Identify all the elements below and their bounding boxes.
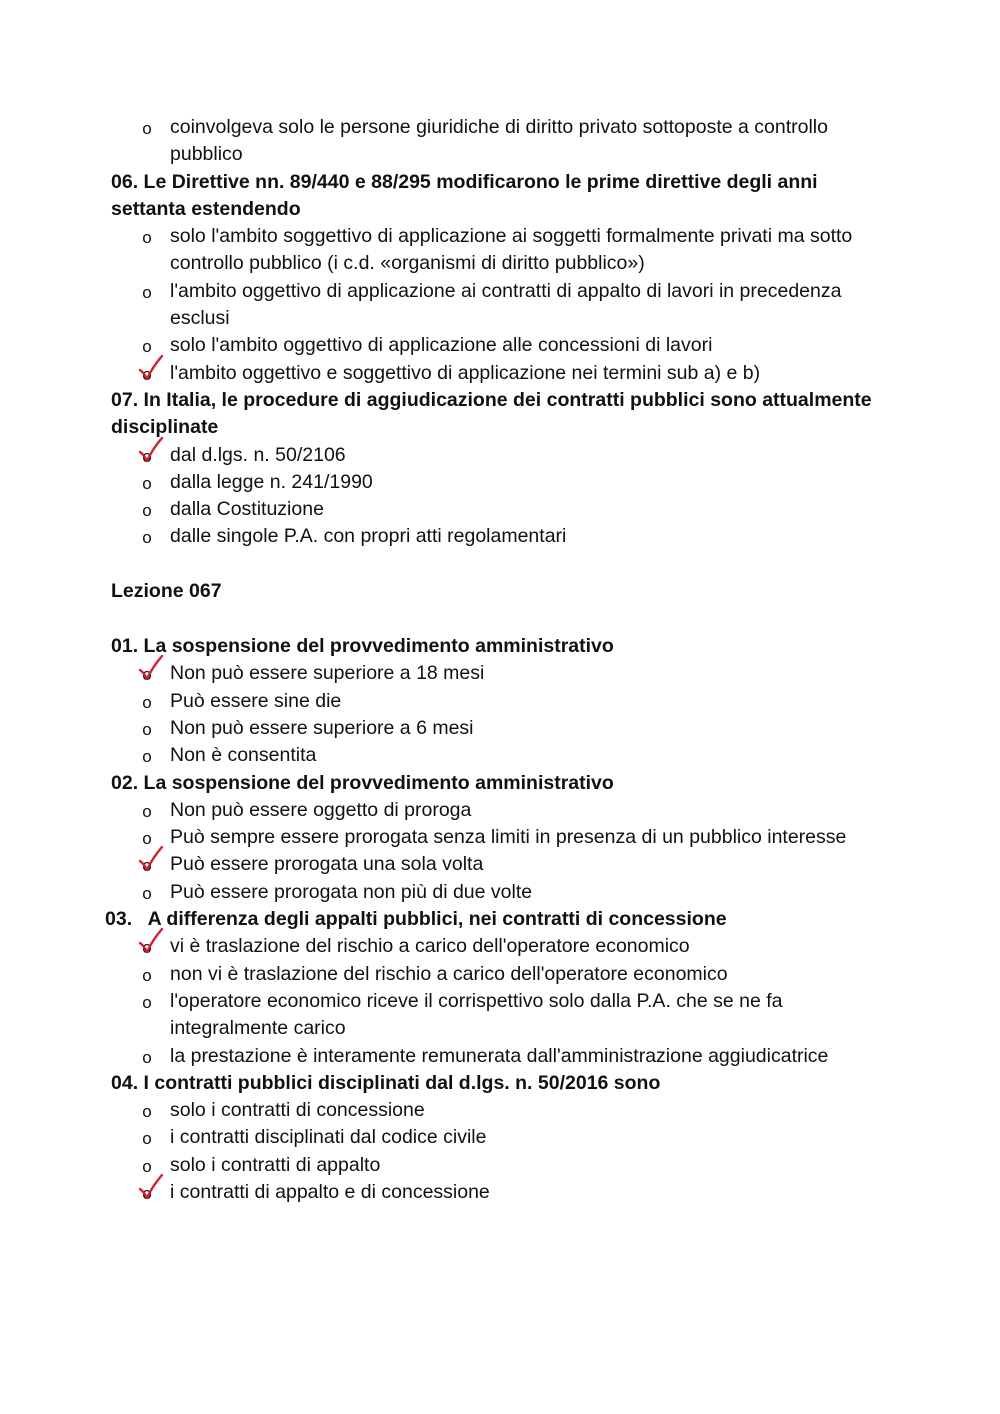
option-item[interactable] — [0, 496, 1000, 523]
option-item-correct[interactable] — [0, 851, 1000, 878]
checkmark-icon — [137, 354, 165, 384]
option-item[interactable] — [0, 879, 1000, 906]
circle-bullet-icon: o — [142, 282, 152, 302]
option-text: dal d.lgs. n. 50/2106 — [170, 443, 346, 466]
circle-bullet-icon: o — [142, 883, 152, 903]
option-item-correct[interactable] — [0, 933, 1000, 960]
option-text: i contratti disciplinati dal codice civile — [170, 1126, 487, 1149]
checkmark-icon — [137, 436, 165, 466]
circle-bullet-icon: o — [142, 473, 152, 493]
circle-bullet-icon: o — [142, 228, 152, 248]
option-text: Non può essere superiore a 18 mesi — [170, 662, 485, 685]
option-item[interactable] — [0, 1043, 1000, 1070]
question-body: A differenza degli appalti pubblici, nei contratti di concessione — [147, 908, 727, 931]
option-list — [0, 797, 1000, 906]
option-text: i contratti di appalto e di concessione — [170, 1180, 490, 1203]
option-item[interactable] — [0, 988, 1000, 1043]
option-list — [0, 223, 1000, 387]
question-text — [0, 770, 1000, 797]
question-text — [0, 169, 1000, 224]
option-item[interactable] — [0, 797, 1000, 824]
circle-bullet-icon: o — [142, 501, 152, 521]
circle-bullet-icon: o — [142, 1183, 152, 1203]
checkmark-icon — [137, 1173, 165, 1203]
circle-bullet-icon: o — [142, 938, 152, 958]
option-item-correct[interactable] — [0, 360, 1000, 387]
option-item-correct[interactable] — [0, 442, 1000, 469]
circle-bullet-icon: o — [142, 665, 152, 685]
option-text: Non può essere oggetto di proroga — [170, 798, 472, 821]
option-text: l'ambito oggettivo e soggettivo di applicazione nei termini sub a) e b) — [170, 361, 761, 384]
option-list — [0, 660, 1000, 769]
option-text: non vi è traslazione del rischio a carico dell'operatore economico — [170, 962, 728, 985]
option-text: l'ambito oggettivo di applicazione ai contratti di appalto di lavori in precedenza esclusi — [170, 279, 842, 330]
option-text: Può essere prorogata una sola volta — [170, 853, 484, 876]
option-item[interactable] — [0, 961, 1000, 988]
option-item[interactable] — [0, 715, 1000, 742]
question-text — [0, 387, 1000, 442]
circle-bullet-icon: o — [142, 692, 152, 712]
option-item[interactable] — [0, 1097, 1000, 1124]
circle-bullet-icon: o — [142, 829, 152, 849]
option-item[interactable] — [0, 688, 1000, 715]
question-number: 03. — [105, 908, 133, 931]
question-number: 06. — [111, 170, 139, 193]
option-text: coinvolgeva solo le persone giuridiche di diritto privato sottoposte a controllo pubblico — [170, 116, 828, 166]
option-text: solo i contratti di concessione — [170, 1099, 425, 1122]
option-item[interactable] — [0, 278, 1000, 333]
circle-bullet-icon: o — [142, 337, 152, 357]
option-text: Non è consentita — [170, 744, 317, 767]
option-list — [0, 114, 1000, 169]
option-list — [0, 933, 1000, 1069]
option-item-correct[interactable] — [0, 1179, 1000, 1206]
option-text: Può essere prorogata non più di due volte — [170, 880, 533, 903]
circle-bullet-icon: o — [142, 1156, 152, 1176]
option-list — [0, 442, 1000, 551]
option-item[interactable] — [0, 114, 1000, 169]
circle-bullet-icon: o — [142, 446, 152, 466]
option-text: dalla legge n. 241/1990 — [170, 470, 373, 493]
option-item[interactable] — [0, 1124, 1000, 1151]
circle-bullet-icon: o — [142, 965, 152, 985]
option-text: solo l'ambito oggettivo di applicazione alle concessioni di lavori — [170, 334, 713, 357]
option-text: la prestazione è interamente remunerata dall'amministrazione aggiudicatrice — [170, 1044, 829, 1067]
checkmark-icon — [137, 654, 165, 684]
option-text: Può essere sine die — [170, 689, 342, 712]
option-item-correct[interactable] — [0, 660, 1000, 687]
option-list — [0, 1097, 1000, 1206]
question-number: 02. — [111, 771, 139, 794]
option-text: solo l'ambito soggettivo di applicazione ai soggetti formalmente privati ma sotto controllo pubblico (i c.d. «organismi di diritto pubblico») — [170, 225, 853, 275]
lesson-heading: Lezione 067 — [111, 579, 222, 602]
checkmark-icon — [137, 845, 165, 875]
option-text: vi è traslazione del rischio a carico dell'operatore economico — [170, 935, 690, 958]
question-number: 01. — [111, 635, 139, 658]
option-text: dalle singole P.A. con propri atti regolamentari — [170, 525, 567, 548]
circle-bullet-icon: o — [142, 364, 152, 384]
question-body: In Italia, le procedure di aggiudicazione dei contratti pubblici sono attualmente disciplinate — [111, 388, 872, 439]
option-text: Può sempre essere prorogata senza limiti in presenza di un pubblico interesse — [170, 826, 847, 849]
circle-bullet-icon: o — [142, 719, 152, 739]
question-text — [0, 1070, 1000, 1097]
question-body: Le Direttive nn. 89/440 e 88/295 modificarono le prime direttive degli anni settanta estendendo — [111, 170, 818, 220]
circle-bullet-icon: o — [142, 856, 152, 876]
question-body: La sospensione del provvedimento amministrativo — [143, 635, 614, 658]
circle-bullet-icon: o — [142, 801, 152, 821]
circle-bullet-icon: o — [142, 992, 152, 1012]
option-text: dalla Costituzione — [170, 498, 324, 521]
circle-bullet-icon: o — [142, 747, 152, 767]
question-number: 07. — [111, 388, 139, 411]
option-text: solo i contratti di appalto — [170, 1153, 381, 1176]
circle-bullet-icon: o — [142, 528, 152, 548]
option-text: Non può essere superiore a 6 mesi — [170, 716, 474, 739]
option-item[interactable] — [0, 469, 1000, 496]
option-text: l'operatore economico riceve il corrispettivo solo dalla P.A. che se ne fa integralmente carico — [170, 989, 783, 1040]
question-body: La sospensione del provvedimento amministrativo — [143, 771, 614, 794]
quiz-content — [0, 114, 1000, 1206]
circle-bullet-icon: o — [142, 1102, 152, 1122]
option-item[interactable] — [0, 742, 1000, 769]
question-number: 04. — [111, 1071, 139, 1094]
circle-bullet-icon: o — [142, 1129, 152, 1149]
circle-bullet-icon: o — [142, 1047, 152, 1067]
option-item[interactable] — [0, 223, 1000, 278]
question-body: I contratti pubblici disciplinati dal d.lgs. n. 50/2016 sono — [143, 1071, 661, 1094]
circle-bullet-icon: o — [142, 119, 152, 138]
checkmark-icon — [137, 927, 165, 957]
option-item[interactable] — [0, 523, 1000, 550]
